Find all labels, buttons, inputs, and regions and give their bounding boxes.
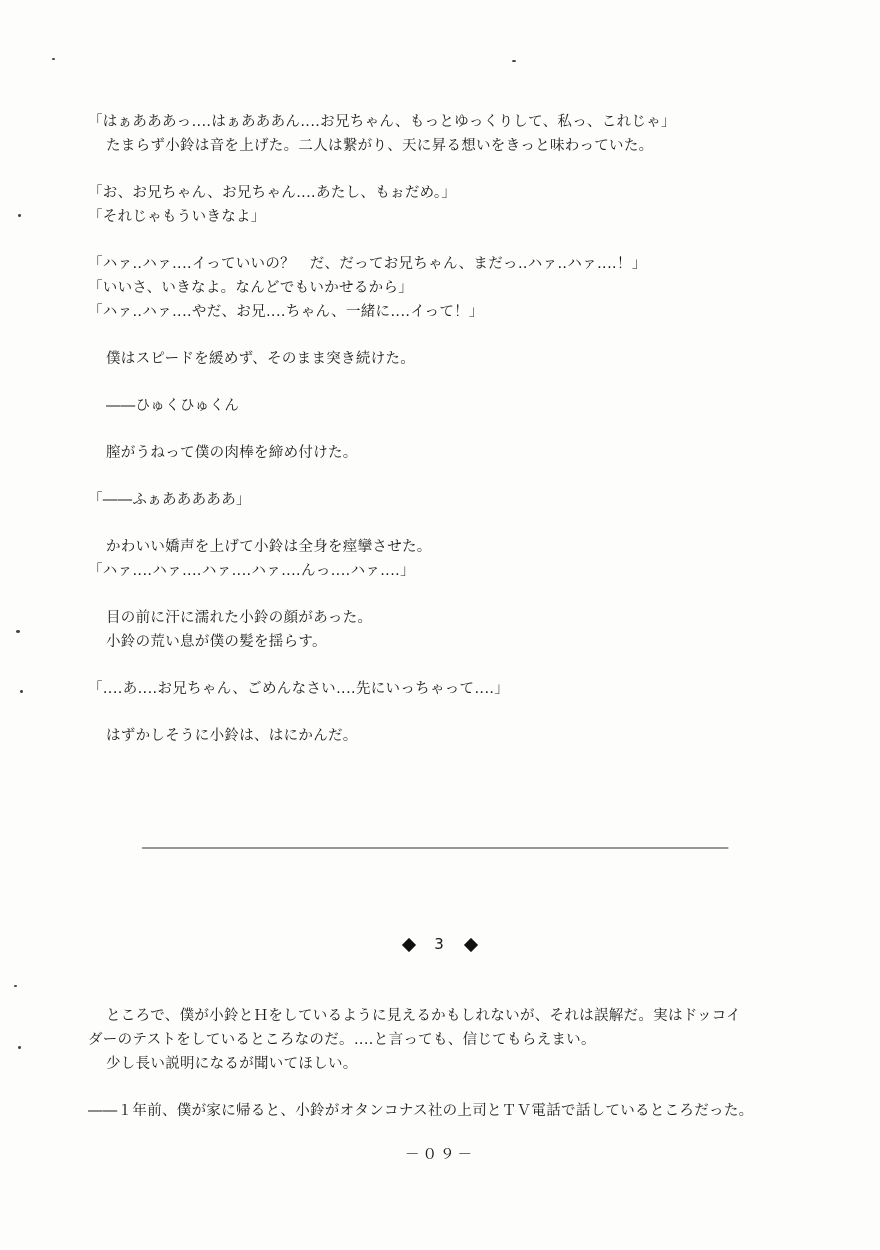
diamond-icon: [402, 937, 416, 951]
text-line: 「ハァ‥‥ハァ‥‥ハァ‥‥ハァ‥‥んっ‥‥ハァ‥‥」: [88, 563, 415, 579]
text-line: 「‥‥あ‥‥お兄ちゃん、ごめんなさい‥‥先にいっちゃって‥‥」: [88, 681, 510, 697]
text-line: かわいい嬌声を上げて小鈴は全身を痙攣させた。: [106, 539, 432, 555]
section-number: 3: [434, 935, 446, 953]
text-line: 「いいさ、いきなよ。なんどでもいかせるから」: [88, 280, 414, 296]
scan-speck: [512, 60, 516, 62]
text-line: ――１年前、僕が家に帰ると、小鈴がオタンコナス社の上司とＴＶ電話で話しているところだった。: [88, 1103, 754, 1119]
text-line: ダーのテストをしているところなのだ。‥‥と言っても、信じてもらえまい。: [88, 1032, 596, 1048]
text-line: 「お、お兄ちゃん、お兄ちゃん‥‥あたし、もぉだめ。」: [88, 185, 457, 201]
section-marker: [0, 935, 880, 953]
text-line: たまらず小鈴は音を上げた。二人は繋がり、天に昇る想いをきっと味わっていた。: [106, 138, 654, 154]
text-line: ――ひゅくひゅくん: [106, 398, 240, 414]
scan-speck: [20, 690, 23, 693]
text-line: 僕はスピードを緩めず、そのまま突き続けた。: [106, 351, 416, 367]
section-divider: ――――――――――――――――――――――――――――――――――――――――――――: [142, 840, 728, 856]
text-line: ところで、僕が小鈴とＨをしているように見えるかもしれないが、それは誤解だ。実はドッコイ: [106, 1008, 741, 1024]
text-line: 「それじゃもういきなよ」: [88, 209, 266, 225]
diamond-icon: [464, 937, 478, 951]
page-number: －０９－: [405, 1147, 475, 1163]
text-line: 目の前に汗に濡れた小鈴の顔があった。: [106, 610, 373, 626]
scan-speck: [14, 985, 17, 987]
text-line: 「はぁあああっ‥‥はぁあああん‥‥お兄ちゃん、もっとゆっくりして、私っ、これじゃ」: [88, 114, 676, 130]
text-line: 「ハァ‥ハァ‥‥やだ、お兄‥‥ちゃん、一緒に‥‥イって！」: [88, 304, 484, 320]
scan-speck: [16, 630, 20, 633]
text-line: 少し長い説明になるが聞いてほしい。: [106, 1056, 358, 1072]
scan-speck: [18, 1046, 21, 1049]
scan-speck: [18, 214, 21, 217]
text-line: はずかしそうに小鈴は、はにかんだ。: [106, 728, 358, 744]
text-line: 膣がうねって僕の肉棒を締め付けた。: [106, 445, 358, 461]
text-line: 「――ふぁあああああ」: [88, 492, 251, 508]
text-line: 「ハァ‥ハァ‥‥イっていいの？ だ、だってお兄ちゃん、まだっ‥ハァ‥ハァ‥‥！」: [88, 256, 647, 272]
scan-speck: [52, 58, 55, 60]
text-line: 小鈴の荒い息が僕の髪を揺らす。: [106, 634, 327, 650]
